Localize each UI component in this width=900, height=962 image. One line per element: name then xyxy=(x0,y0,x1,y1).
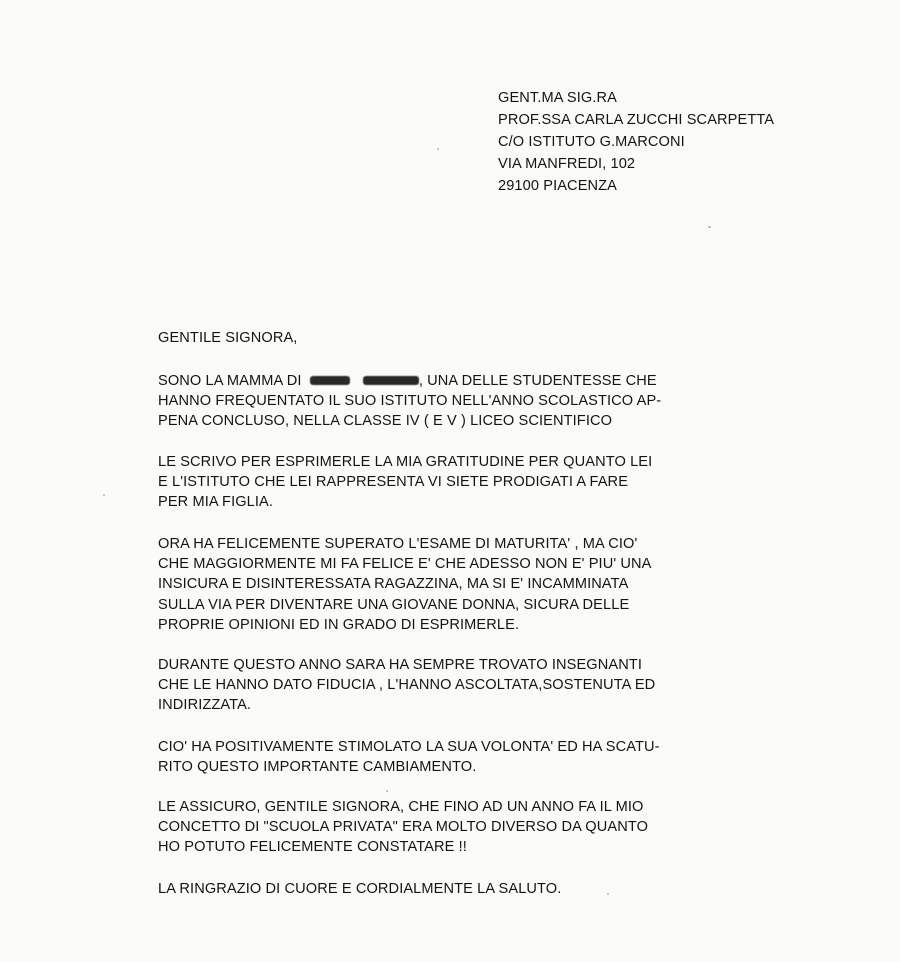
paragraph-introduction xyxy=(158,371,661,432)
text-line: HANNO FREQUENTATO IL SUO ISTITUTO NELL'ANNO SCOLASTICO AP- xyxy=(158,393,662,410)
scan-speck xyxy=(607,893,609,895)
text-line: SULLA VIA PER DIVENTARE UNA GIOVANE DONNA, SICURA DELLE xyxy=(158,596,630,613)
scan-speck xyxy=(708,226,711,228)
text-line: DURANTE QUESTO ANNO SARA HA SEMPRE TROVATO INSEGNANTI xyxy=(158,657,643,673)
paragraph-private-school xyxy=(158,797,648,858)
salutation: GENTILE SIGNORA, xyxy=(158,330,298,346)
text-line: LA RINGRAZIO DI CUORE E CORDIALMENTE LA SALUTO. xyxy=(158,881,562,897)
scan-speck xyxy=(386,790,388,792)
scan-speck xyxy=(437,148,439,150)
address-line: PROF.SSA CARLA ZUCCHI SCARPETTA xyxy=(498,112,775,128)
address-line: GENT.MA SIG.RA xyxy=(498,90,617,106)
address-line: 29100 PIACENZA xyxy=(498,178,618,194)
text-line xyxy=(158,371,661,391)
closing-line xyxy=(158,879,561,899)
text-line: ORA HA FELICEMENTE SUPERATO L'ESAME DI MATURITA' , MA CIO' xyxy=(158,536,638,552)
scan-speck xyxy=(103,494,105,496)
redaction-mark xyxy=(310,376,350,385)
text-line: HO POTUTO FELICEMENTE CONSTATARE !! xyxy=(158,839,467,856)
address-line: C/O ISTITUTO G.MARCONI xyxy=(498,134,685,150)
paragraph-teachers xyxy=(158,655,655,716)
redaction-mark xyxy=(363,376,419,385)
recipient-address xyxy=(498,87,774,197)
text-line: CIO' HA POSITIVAMENTE STIMOLATO LA SUA VOLONTA' ED HA SCATU- xyxy=(158,739,660,755)
text-line: CONCETTO DI "SCUOLA PRIVATA" ERA MOLTO DIVERSO DA QUANTO xyxy=(158,819,649,836)
text-line: INDIRIZZATA. xyxy=(158,697,252,714)
text-fragment: , UNA DELLE STUDENTESSE CHE xyxy=(418,373,657,389)
text-line: PROPRIE OPINIONI ED IN GRADO DI ESPRIMERLE. xyxy=(158,616,520,633)
text-line: INSICURA E DISINTERESSATA RAGAZZINA, MA SI E' INCAMMINATA xyxy=(158,576,629,593)
address-line: VIA MANFREDI, 102 xyxy=(498,156,636,172)
text-line: CHE MAGGIORMENTE MI FA FELICE E' CHE ADESSO NON E' PIU' UNA xyxy=(158,556,652,573)
text-line: PENA CONCLUSO, NELLA CLASSE IV ( E V ) LICEO SCIENTIFICO xyxy=(158,413,613,430)
text-line: CHE LE HANNO DATO FIDUCIA , L'HANNO ASCOLTATA,SOSTENUTA ED xyxy=(158,677,656,694)
text-line: LE ASSICURO, GENTILE SIGNORA, CHE FINO AD UN ANNO FA IL MIO xyxy=(158,799,644,815)
paragraph-gratitude xyxy=(158,452,652,513)
text-line: PER MIA FIGLIA. xyxy=(158,494,274,511)
paragraph-change xyxy=(158,737,660,777)
paragraph-maturity xyxy=(158,534,652,635)
text-line: LE SCRIVO PER ESPRIMERLE LA MIA GRATITUDINE PER QUANTO LEI xyxy=(158,454,653,470)
text-fragment: SONO LA MAMMA DI xyxy=(158,373,302,389)
text-line: E L'ISTITUTO CHE LEI RAPPRESENTA VI SIETE PRODIGATI A FARE xyxy=(158,474,629,491)
text-line: RITO QUESTO IMPORTANTE CAMBIAMENTO. xyxy=(158,759,477,776)
